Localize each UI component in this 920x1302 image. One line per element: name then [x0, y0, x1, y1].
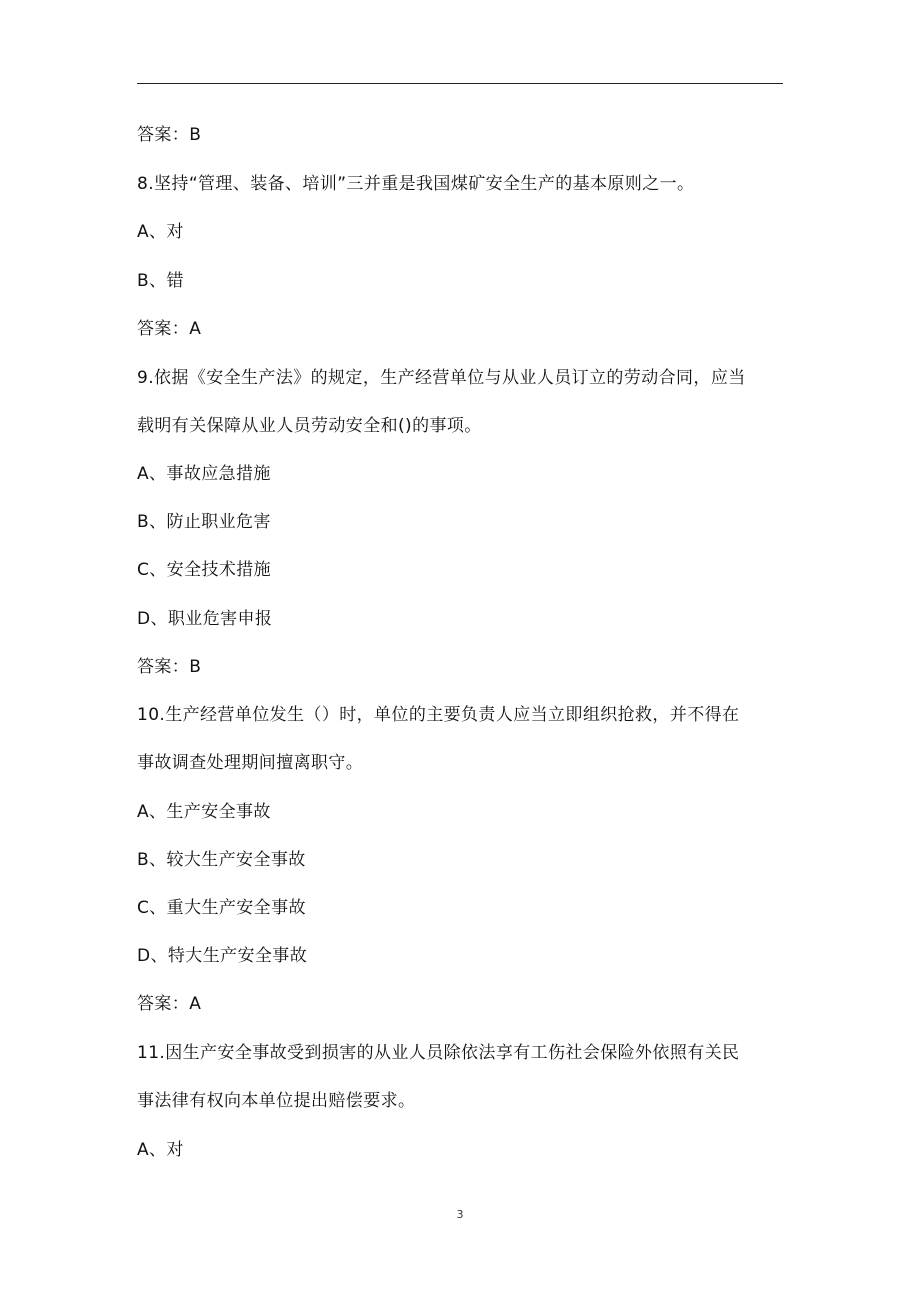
question-9-option-c: C、安全技术措施 — [137, 560, 272, 580]
question-10-text-line-1: 10.生产经营单位发生（）时，单位的主要负责人应当立即组织抢救，并不得在 — [137, 705, 740, 725]
question-10-option-b: B、较大生产安全事故 — [137, 850, 306, 870]
question-11-text-line-1: 11.因生产安全事故受到损害的从业人员除依法享有工伤社会保险外依照有关民 — [137, 1043, 740, 1063]
question-11-text-line-2: 事法律有权向本单位提出赔偿要求。 — [137, 1091, 416, 1111]
question-11-option-a: A、对 — [137, 1140, 184, 1160]
question-10-option-a: A、生产安全事故 — [137, 802, 271, 822]
header-rule — [137, 83, 783, 84]
question-8-option-a: A、对 — [137, 222, 184, 242]
question-8-text: 8.坚持“管理、装备、培训”三并重是我国煤矿安全生产的基本原则之一。 — [137, 174, 695, 194]
question-9-answer: 答案：B — [137, 657, 202, 677]
question-10-answer: 答案：A — [137, 994, 202, 1014]
question-9-text-line-2: 载明有关保障从业人员劳动安全和()的事项。 — [137, 416, 482, 436]
question-8-option-b: B、错 — [137, 271, 184, 291]
question-10-option-d: D、特大生产安全事故 — [137, 946, 308, 966]
question-9-option-b: B、防止职业危害 — [137, 512, 271, 532]
answer-line: 答案：B — [137, 125, 202, 145]
question-9-text-line-1: 9.依据《安全生产法》的规定，生产经营单位与从业人员订立的劳动合同，应当 — [137, 368, 746, 388]
question-10-option-c: C、重大生产安全事故 — [137, 898, 306, 918]
question-9-option-a: A、事故应急措施 — [137, 464, 271, 484]
question-10-text-line-2: 事故调查处理期间擅离职守。 — [137, 753, 364, 773]
question-8-answer: 答案：A — [137, 319, 202, 339]
page-number: 3 — [456, 1208, 464, 1221]
question-9-option-d: D、职业危害申报 — [137, 609, 273, 629]
